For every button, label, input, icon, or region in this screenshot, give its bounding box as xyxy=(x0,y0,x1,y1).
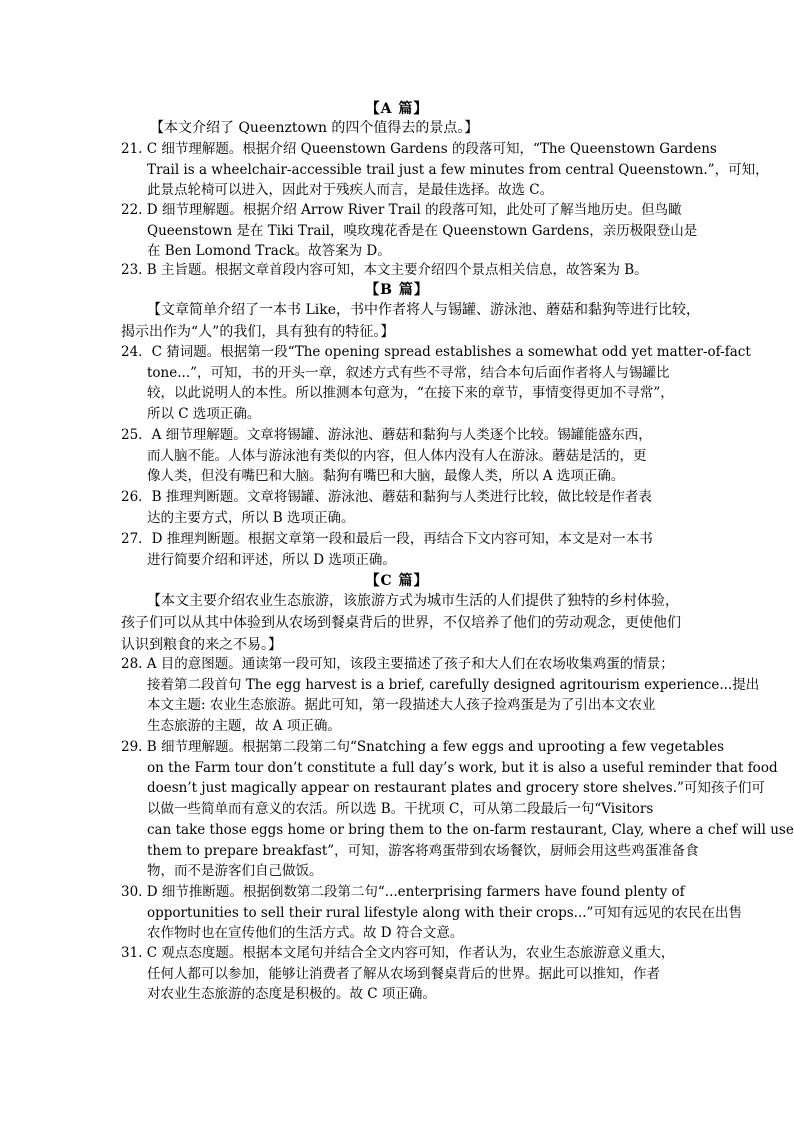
answer-21 xyxy=(121,139,769,201)
answer-25-line-1: 25．A 细节理解题。文章将锡罐、游泳池、蘑菇和黏狗与人类逐个比较。锡罐能盛东西， xyxy=(121,427,652,443)
answer-24-line-2: tone...”，可知，书的开头一章，叙述方式有些不寻常，结合本句后面作者将人与锡罐比 xyxy=(147,364,670,381)
answer-29 xyxy=(121,737,794,882)
answer-24 xyxy=(121,342,751,425)
answer-23 xyxy=(121,260,681,281)
answer-25-line-2: 而人脑不能。人体与游泳池有类似的内容，但人体内没有人在游泳。蘑菇是活的，更 xyxy=(147,447,647,464)
answer-26-line-1: 26．B 推理判断题。文章将锡罐、游泳池、蘑菇和黏狗与人类进行比较，做比较是作者表 xyxy=(121,489,652,505)
answer-30 xyxy=(121,882,742,944)
answer-29-line-3: doesn’t just magically appear on restaurant plates and grocery store shelves.”可知孩子们可 xyxy=(147,780,765,797)
answer-25 xyxy=(121,425,681,487)
answer-28-line-3: 本文主题: 农业生态旅游。据此可知，第一段描述大人孩子捡鸡蛋是为了引出本文农业 xyxy=(147,697,656,714)
section-c-summary-line-1: 【本文主要介绍农业生态旅游，该旅游方式为城市生活的人们提供了独特的乡村体验， xyxy=(147,593,679,609)
section-b-summary xyxy=(121,299,700,343)
answer-21-line-1: 21. C 细节理解题。根据介绍 Queenstown Gardens 的段落可知，“The Queenstown Gardens xyxy=(121,141,717,157)
answer-31 xyxy=(121,943,681,1005)
answer-31-line-3: 对农业生态旅游的态度是积极的。故 C 项正确。 xyxy=(147,986,436,1003)
answer-26-line-2: 达的主要方式，所以 B 选项正确。 xyxy=(147,509,355,526)
answer-28-line-4: 生态旅游的主题，故 A 项正确。 xyxy=(147,718,341,735)
answer-30-line-3: 农作物时也在宣传他们的生活方式。故 D 符合文意。 xyxy=(147,925,464,942)
answer-28 xyxy=(121,654,760,737)
answer-31-line-1: 31. C 观点态度题。根据本文尾句并结合全文内容可知，作者认为，农业生态旅游意义重大， xyxy=(121,945,675,961)
answer-22-line-1: 22. D 细节理解题。根据介绍 Arrow River Trail 的段落可知，此处可了解当地历史。但鸟瞰 xyxy=(121,202,682,218)
section-a-title: 【A 篇】 xyxy=(365,101,429,117)
answer-28-line-1: 28. A 目的意图题。通读第一段可知，该段主要描述了孩子和大人们在农场收集鸡蛋的情景； xyxy=(121,656,674,672)
answer-29-line-2: on the Farm tour don’t constitute a full day’s work, but it is also a useful reminder that food xyxy=(147,759,778,776)
answer-27 xyxy=(121,529,681,570)
answer-29-line-5: can take those eggs home or bring them to the on-farm restaurant, Clay, where a chef will use xyxy=(147,821,794,838)
answer-21-line-3: 此景点轮椅可以进入，因此对于残疾人而言，是最佳选择。故选 C。 xyxy=(147,182,554,199)
answer-27-line-1: 27．D 推理判断题。根据文章第一段和最后一段，再结合下文内容可知，本文是对一本书 xyxy=(121,531,653,547)
answer-28-line-2: 接着第二段首句 The egg harvest is a brief, carefully designed agritourism experience...提出 xyxy=(147,676,760,693)
answer-29-line-6: them to prepare breakfast”，可知，游客将鸡蛋带到农场餐饮，厨师会用这些鸡蛋准备食 xyxy=(147,842,699,859)
answer-30-line-2: opportunities to sell their rural lifestyle along with their crops...”可知有远见的农民在出售 xyxy=(147,904,742,921)
answer-24-line-4: 所以 C 选项正确。 xyxy=(147,406,261,423)
answer-29-line-4: 以做一些简单而有意义的农活。所以选 B。干扰项 C，可从第二段最后一句“Visitors xyxy=(147,801,654,818)
section-b-summary-line-2: 揭示出作为“人”的我们，具有独有的特征。】 xyxy=(121,324,395,340)
section-b-title: 【B 篇】 xyxy=(365,282,429,298)
section-a-summary: 【本文介绍了 Queenztown 的四个值得去的景点。】 xyxy=(150,120,479,136)
answer-29-line-7: 物，而不是游客们自己做饭。 xyxy=(147,863,323,880)
answer-22-line-3: 在 Ben Lomond Track。故答案为 D。 xyxy=(147,243,391,260)
answer-31-line-2: 任何人都可以参加，能够让消费者了解从农场到餐桌背后的世界。据此可以推知，作者 xyxy=(147,965,660,982)
answer-29-line-1: 29. B 细节理解题。根据第二段第二句“Snatching a few eggs and uprooting a few vegetables xyxy=(121,739,725,755)
answer-24-line-1: 24．C 猜词题。根据第一段“The opening spread establishes a somewhat odd yet matter-of-fact xyxy=(121,344,751,360)
answer-26 xyxy=(121,487,681,528)
answer-21-line-2: Trail is a wheelchair-accessible trail just a few minutes from central Queenstown.”，可知， xyxy=(147,161,769,178)
answer-27-line-2: 进行简要介绍和评述，所以 D 选项正确。 xyxy=(147,551,396,568)
section-b-summary-line-1: 【文章简单介绍了一本书 Like，书中作者将人与锡罐、游泳池、蘑菇和黏狗等进行比较， xyxy=(147,302,700,318)
section-c-title: 【C 篇】 xyxy=(365,573,429,589)
answer-23-line-1: 23. B 主旨题。根据文章首段内容可知，本文主要介绍四个景点相关信息，故答案为 B。 xyxy=(121,262,648,278)
section-c-summary xyxy=(121,590,681,656)
section-c-summary-line-3: 认识到粮食的来之不易。】 xyxy=(121,637,282,653)
answer-22 xyxy=(121,200,698,262)
section-c-summary-line-2: 孩子们可以从其中体验到从农场到餐桌背后的世界，不仅培养了他们的劳动观念，更使他们 xyxy=(121,615,681,631)
answer-24-line-3: 较，以此说明人的本性。所以推测本句意为，“在接下来的章节，事情变得更加不寻常”， xyxy=(147,385,674,402)
answer-30-line-1: 30. D 细节推断题。根据倒数第二段第二句“...enterprising farmers have found plenty of xyxy=(121,884,685,900)
answer-25-line-3: 像人类，但没有嘴巴和大脑。黏狗有嘴巴和大脑，最像人类，所以 A 选项正确。 xyxy=(147,468,625,485)
answer-22-line-2: Queenstown 是在 Tiki Trail，嗅玫瑰花香是在 Queenstown Gardens，亲历极限登山是 xyxy=(147,222,698,239)
